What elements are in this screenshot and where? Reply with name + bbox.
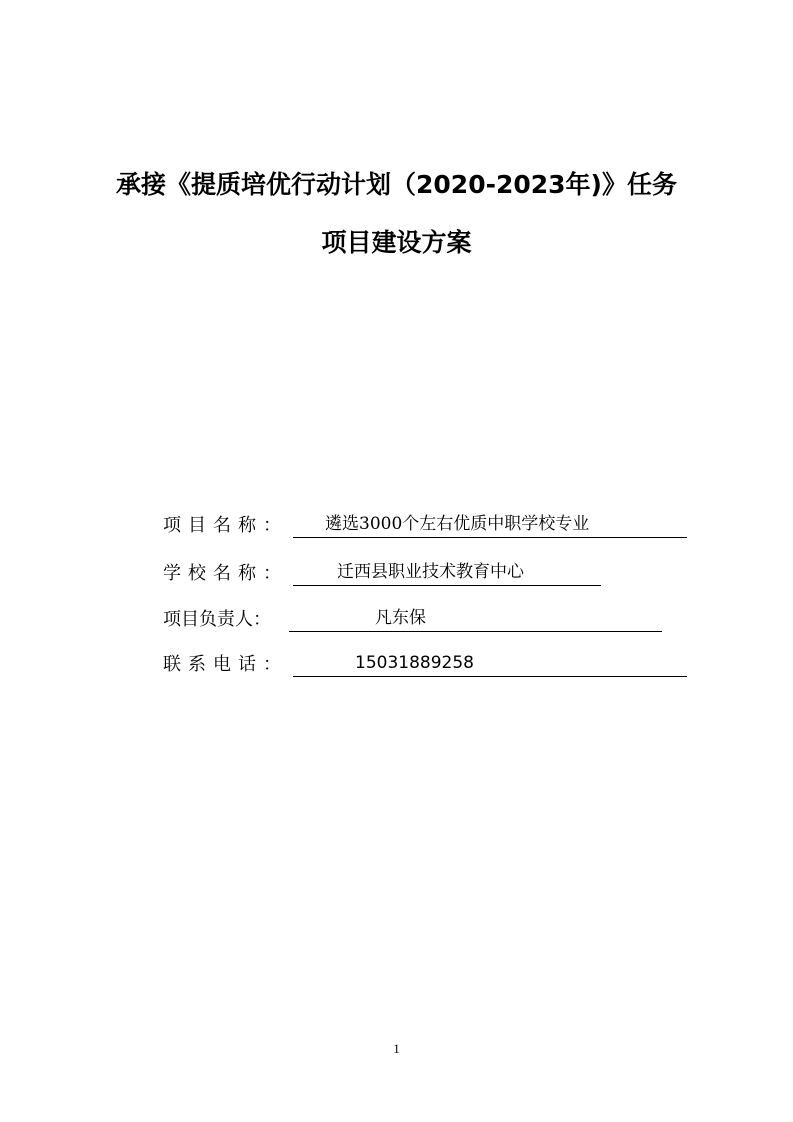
school-name-label: 学校名称：	[163, 563, 288, 584]
phone-label: 联系电话：	[163, 654, 288, 675]
project-name-label: 项目名称：	[163, 515, 288, 536]
phone-underline	[293, 652, 687, 677]
school-name-underline	[293, 561, 601, 586]
leader-underline	[289, 607, 662, 632]
school-name-value: 迁西县职业技术教育中心	[337, 562, 524, 582]
leader-label: 项目负责人：	[163, 609, 271, 630]
leader-value: 凡东保	[375, 608, 426, 628]
project-name-underline	[293, 513, 687, 538]
project-name-value: 遴选3000个左右优质中职学校专业	[325, 514, 590, 534]
document-subtitle: 项目建设方案	[321, 228, 472, 257]
phone-value: 15031889258	[355, 653, 474, 673]
page-number: 1	[393, 1041, 400, 1056]
document-title: 承接《提质培优行动计划（2020-2023年)》任务	[116, 170, 677, 199]
